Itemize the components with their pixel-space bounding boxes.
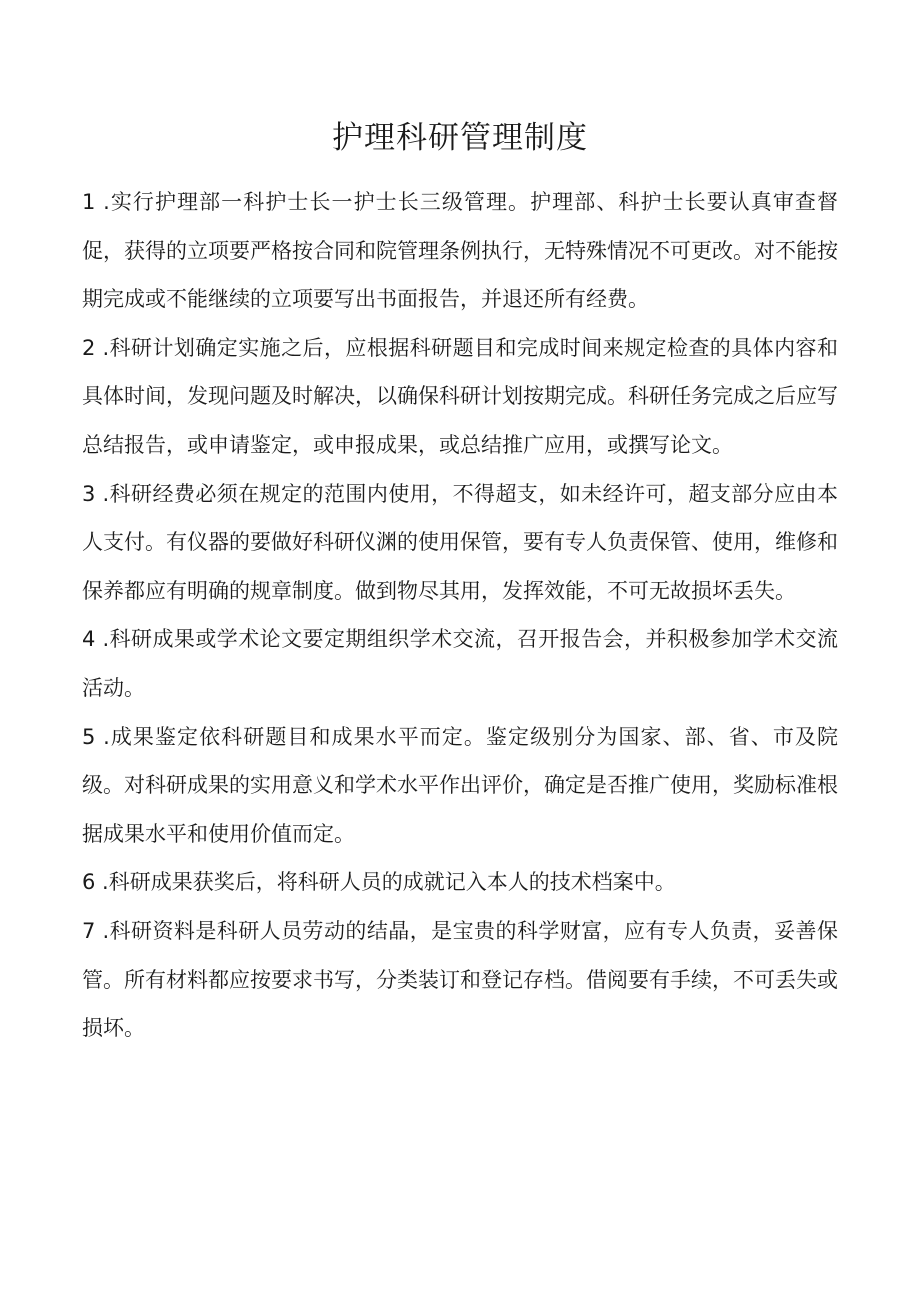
paragraph-5: 5 .成果鉴定依科研题目和成果水平而定。鉴定级别分为国家、部、省、市及院级。对科研成果的实用意义和学术水平作出评价，确定是否推广使用，奖励标准根据成果水平和使用价值而定。 xyxy=(82,724,838,846)
paragraph-7: 7 .科研资料是科研人员劳动的结晶，是宝贵的科学财富，应有专人负责，妥善保管。所有材料都应按要求书写，分类装订和登记存档。借阅要有手续，不可丢失或损坏。 xyxy=(82,918,838,1041)
paragraph-6: 6 .科研成果获奖后，将科研人员的成就记入本人的技术档案中。 xyxy=(82,870,676,895)
document-body xyxy=(82,178,838,1053)
document-title: 护理科研管理制度 xyxy=(332,120,588,156)
paragraph-1: 1 .实行护理部一科护士长一护士长三级管理。护理部、科护士长要认真审查督促，获得的立项要严格按合同和院管理条例执行，无特殊情况不可更改。对不能按期完成或不能继续的立项要写出书面报告，并退还所有经费。 xyxy=(82,190,838,312)
paragraph-4: 4 .科研成果或学术论文要定期组织学术交流，召开报告会，并积极参加学术交流活动。 xyxy=(82,627,838,700)
paragraph-2: 2 .科研计划确定实施之后，应根据科研题目和完成时间来规定检查的具体内容和具体时间，发现问题及时解决，以确保科研计划按期完成。科研任务完成之后应写总结报告，或申请鉴定，或申报成果，或总结推广应用，或撰写论文。 xyxy=(82,335,838,457)
paragraph-3: 3 .科研经费必须在规定的范围内使用，不得超支，如未经许可，超支部分应由本人支付。有仪器的要做好科研仪渊的使用保管，要有专人负责保管、使用，维修和保养都应有明确的规章制度。做到物尽其用，发挥效能，不可无故损坏丢失。 xyxy=(82,481,838,603)
